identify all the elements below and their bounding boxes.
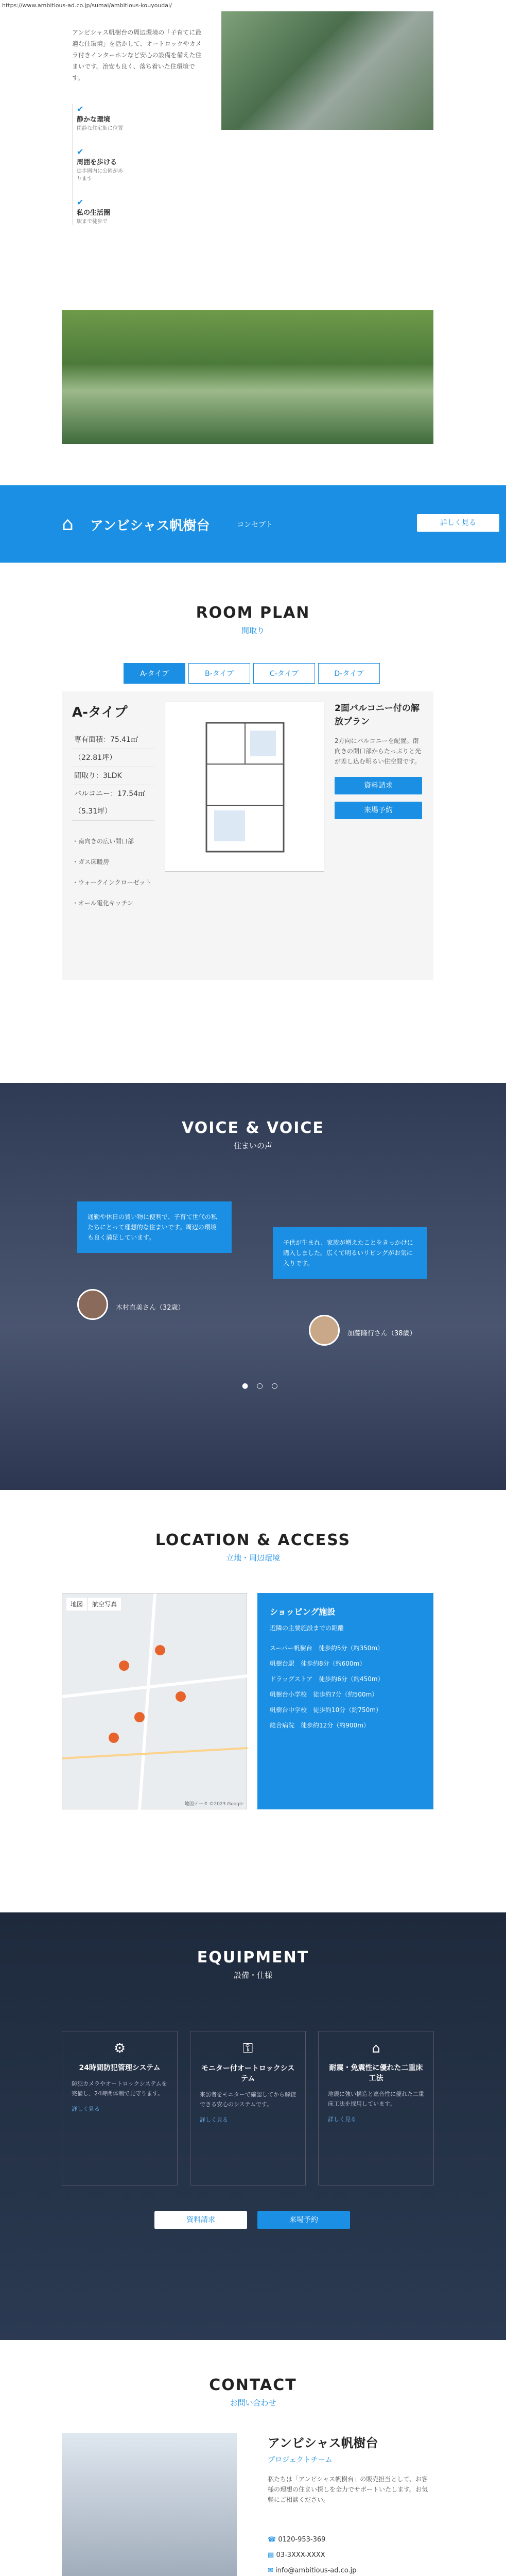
river-photo: [62, 310, 433, 444]
check-title: 私の生活圏: [77, 209, 111, 217]
voice-subtitle: 住まいの声: [233, 1141, 272, 1150]
check-icon: ✔: [77, 197, 84, 207]
contact-title: CONTACT: [209, 2376, 297, 2394]
equip-more[interactable]: 詳しく見る: [200, 2116, 228, 2123]
info-row: 帆樹台駅 徒歩約8分（約600m）: [270, 1660, 366, 1667]
info-title: ショッピング施設: [270, 1607, 336, 1617]
equip-title: 24時間防犯管理システム: [79, 2064, 161, 2072]
equip-card: [190, 2031, 306, 2185]
carousel-dots[interactable]: ● ○ ○: [242, 1382, 281, 1390]
equipment-title: EQUIPMENT: [197, 1948, 309, 1967]
feature-item: ・ウォークインクローゼット: [72, 879, 152, 886]
location-info: [257, 1593, 433, 1809]
check-title: 静かな環境: [77, 116, 111, 124]
plan-features: [72, 831, 154, 913]
equip-reserve-button[interactable]: 来場予約: [257, 2211, 350, 2229]
info-row: ドラッグストア 徒歩約6分（約450m）: [270, 1675, 384, 1683]
spec-row: バルコニー：17.54㎡（5.31坪）: [72, 785, 154, 821]
tab-a[interactable]: A-タイプ: [124, 663, 185, 684]
agent-text: 私たちは「アンビシャス帆樹台」の販売担当として、お客様の理想の住まい探しを全力でサポートいたします。お気軽にご相談ください。: [268, 2476, 428, 2503]
intro-card: [62, 16, 216, 305]
tab-d[interactable]: D-タイプ: [318, 663, 380, 684]
info-row: スーパー帆樹台 徒歩約5分（約350m）: [270, 1645, 384, 1652]
check-desc: 閑静な住宅街に位置: [77, 126, 123, 131]
voice-bubble: [273, 1227, 427, 1279]
mail-row[interactable]: ✉ info@ambitious-ad.co.jp: [268, 2567, 357, 2574]
check-item: [77, 104, 124, 131]
plan-side: [335, 702, 422, 819]
equip-request-button[interactable]: 資料請求: [154, 2211, 247, 2229]
concept-banner: [0, 485, 506, 563]
room-plan-section: [0, 563, 506, 1083]
room-plan-title: ROOM PLAN: [196, 604, 310, 622]
equip-text: 地震に強い構造と遮音性に優れた二重床工法を採用しています。: [328, 2091, 424, 2107]
check-desc: 徒歩圏内に公園があります: [77, 168, 123, 182]
agent-team: プロジェクトチーム: [268, 2456, 333, 2464]
floorplan-image: [165, 702, 324, 872]
feature-item: ・ガス床暖房: [72, 858, 110, 866]
spec-row: （22.81坪）: [72, 749, 154, 767]
plan-side-title: 2面バルコニー付の解放プラン: [335, 703, 420, 727]
info-row: 総合病院 徒歩約12分（約900m）: [270, 1722, 370, 1729]
check-title: 周囲を歩ける: [77, 159, 117, 166]
equip-card: [62, 2031, 178, 2185]
feature-item: ・オール電化キッチン: [72, 900, 133, 907]
check-desc: 駅まで徒歩で: [77, 219, 108, 225]
request-button[interactable]: 資料請求: [335, 777, 422, 794]
plan-specs: [72, 731, 154, 821]
floorplan-drawing: [165, 702, 325, 872]
voice-name: 加藤隆行さん（38歳）: [347, 1330, 416, 1337]
plan-panel: [62, 691, 433, 980]
banner-title: アンビシャス帆樹台: [90, 518, 210, 534]
info-row: 帆樹台小学校 徒歩約7分（約500m）: [270, 1691, 378, 1698]
check-item: [77, 147, 124, 182]
plan-tabs: [124, 663, 383, 684]
banner-button[interactable]: 詳しく見る: [417, 514, 499, 532]
spec-row: 専有面積：75.41㎡: [72, 731, 154, 749]
equip-more[interactable]: 詳しく見る: [328, 2116, 356, 2123]
voice-section: [0, 1083, 506, 1490]
agent-photo: [62, 2433, 237, 2576]
avatar: [77, 1289, 108, 1320]
fax-icon: ▤: [268, 2551, 274, 2559]
equip-card: [318, 2031, 434, 2185]
feature-item: ・南向きの広い開口部: [72, 838, 134, 845]
equip-more[interactable]: 詳しく見る: [72, 2106, 100, 2112]
equip-icon: ⚿: [242, 2041, 253, 2056]
tel-row: ☎ 0120-953-369: [268, 2536, 326, 2544]
reserve-button[interactable]: 来場予約: [335, 802, 422, 819]
agent-name: アンビシャス帆樹台: [268, 2436, 378, 2450]
equip-title: モニター付オートロックシステム: [201, 2064, 295, 2083]
voice-title: VOICE & VOICE: [182, 1119, 324, 1137]
location-map[interactable]: [62, 1593, 247, 1809]
phone-icon: ☎: [268, 2536, 276, 2544]
voice-text: 子供が生まれ、家族が増えたことをきっかけに購入しました。広くて明るいリビングがお気に入りです。: [283, 1239, 413, 1267]
tab-b[interactable]: B-タイプ: [188, 663, 250, 684]
plan-type-title: A-タイプ: [72, 705, 128, 720]
home-icon: ⌂: [62, 514, 74, 535]
voice-name: 木村直美さん（32歳）: [116, 1304, 185, 1312]
avatar: [309, 1315, 340, 1346]
equipment-subtitle: 設備・仕様: [233, 1971, 272, 1980]
intro-section: [0, 11, 506, 444]
location-title: LOCATION & ACCESS: [155, 1531, 351, 1549]
tab-c[interactable]: C-タイプ: [253, 663, 315, 684]
equipment-section: [0, 1912, 506, 2340]
equip-title: 耐震・免震性に優れた二重床工法: [329, 2064, 423, 2082]
url-bar: https://www.ambitious-ad.co.jp/sumai/ambitious-kouyoudai/: [0, 0, 506, 11]
check-icon: ✔: [77, 104, 84, 114]
info-list: [270, 1640, 421, 1733]
map-roads: [62, 1594, 248, 1810]
intro-checks: [72, 104, 124, 225]
fax-row: ▤ 03-3XXX-XXXX: [268, 2551, 325, 2559]
location-subtitle: 立地・周辺環境: [225, 1553, 280, 1563]
voice-bubble: [77, 1201, 232, 1253]
aerial-photo: [221, 11, 433, 130]
contact-subtitle: お問い合わせ: [230, 2398, 276, 2408]
check-icon: ✔: [77, 147, 84, 157]
equip-text: 防犯カメラやオートロックシステムを完備し、24時間体制で見守ります。: [72, 2080, 167, 2097]
info-sub: 近隣の主要施設までの距離: [270, 1624, 344, 1632]
map-tab-satellite[interactable]: 航空写真: [88, 1598, 121, 1611]
info-row: 帆樹台中学校 徒歩約10分（約750m）: [270, 1706, 382, 1714]
equip-icon: ⚙: [113, 2041, 126, 2056]
contact-section: [0, 2340, 506, 2576]
map-tab-map[interactable]: 地図: [66, 1598, 87, 1611]
equip-text: 来訪者をモニターで確認してから解錠できる安心のシステムです。: [200, 2091, 296, 2108]
intro-text: アンビシャス帆樹台の周辺環境の「子育てに最適な住環境」を活かして、オートロックやカメラ付きインターホンなど安心の設備を備えた住まいです。治安も良く、落ち着いた住環境です。: [72, 29, 202, 81]
banner-concept: コンセプト: [237, 521, 273, 529]
room-plan-subtitle: 間取り: [241, 626, 265, 635]
location-section: [0, 1490, 506, 1912]
mail-icon: ✉: [268, 2567, 273, 2574]
plan-side-text: 2方向にバルコニーを配置。南向きの開口部からたっぷりと光が差し込む明るい住空間です。: [335, 737, 422, 765]
voice-text: 通勤や休日の買い物に便利で、子育て世代の私たちにとって理想的な住まいです。周辺の環境も良く満足しています。: [88, 1213, 217, 1241]
map-note: 地図データ ©2023 Google: [184, 1802, 243, 1807]
spec-row: 間取り：3LDK: [72, 767, 154, 785]
equip-icon: ⌂: [372, 2041, 380, 2056]
check-item: [77, 197, 124, 225]
